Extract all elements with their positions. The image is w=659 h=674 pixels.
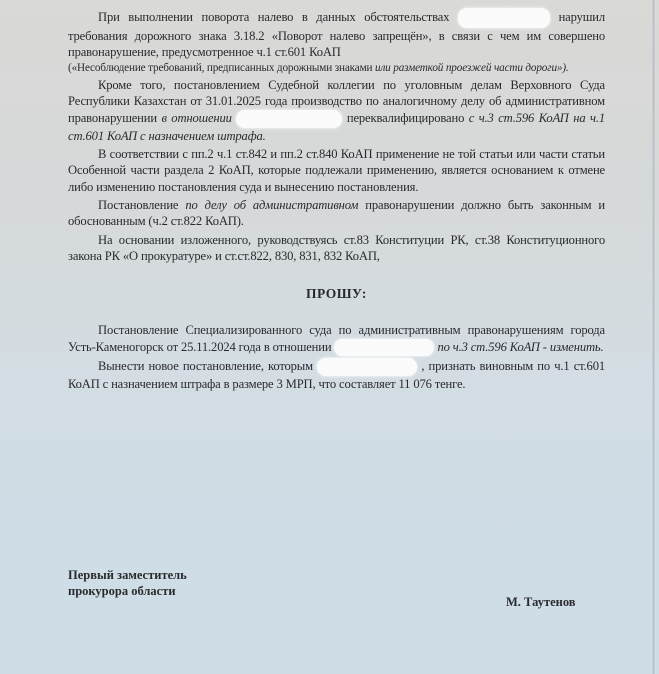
- document-body: [68, 8, 605, 393]
- paragraph-5: На основании изложенного, руководствуясь ст.83 Конституции РК, ст.38 Конституционного закона РК «О прокуратуре» и ст.ст.822, 830, 831, 832 КоАП,: [68, 232, 605, 263]
- paragraph-text: правонарушении должно быть законным и обоснованным (ч.2 ст.822 КоАП).: [68, 197, 606, 229]
- redacted-name: [317, 358, 417, 376]
- request-2: [68, 358, 605, 392]
- request-1: [68, 322, 605, 356]
- request-title: ПРОШУ:: [306, 286, 367, 302]
- paragraph-text-italic: по делу об административном: [185, 197, 359, 212]
- paragraph-text: («Несоблюдение требований, предписанных дорожными знаками: [68, 61, 373, 74]
- page-edge-shadow: [652, 0, 655, 674]
- signatory-name: М. Таутенов: [506, 595, 576, 609]
- paragraph-text-italic: или разметкой проезжей части дороги»).: [375, 61, 569, 74]
- paragraph-3: В соответствии с пп.2 ч.1 ст.842 и пп.2 ст.840 КоАП применение не той статьи или части статьи Особенной части раздела 2 КоАП, которые подлежали применению, является основанием к отмене либо изменению постановления суда и вынесению постановления.: [68, 147, 605, 194]
- paragraph-text: Постановление: [98, 197, 179, 212]
- paragraph-text: При выполнении поворота налево в данных обстоятельствах: [98, 9, 450, 24]
- paragraph-text-italic: по ч.3 ст.596 КоАП - изменить.: [437, 339, 604, 354]
- paragraph-text: нарушил требования дорожного знака 3.18.2 «Поворот налево запрещён», в связи с чем им совершено правонарушение, предусмотренное ч.1 ст.601 КоАП: [68, 9, 606, 60]
- paragraph-text-italic: с ч.3 ст.596 КоАП на ч.1 ст.601 КоАП с назначением штрафа.: [68, 110, 606, 143]
- paragraph-1: [68, 8, 605, 61]
- redacted-name: [458, 8, 550, 28]
- position-line-1: Первый заместитель: [68, 568, 187, 582]
- paragraph-1-quote: [68, 61, 605, 76]
- paragraph-2: [68, 77, 605, 144]
- paragraph-text-italic: в отношении: [161, 110, 232, 125]
- paragraph-text: Кроме того, постановлением Судебной коллегии по уголовным делам Верховного Суда Республики Казахстан от 31.01.2025 года производство по аналогичному делу об административном правонарушении: [68, 78, 605, 125]
- paragraph-4: [68, 197, 605, 230]
- paragraph-text: переквалифицировано: [346, 110, 465, 125]
- redacted-name: [236, 110, 342, 128]
- redacted-name: [334, 339, 434, 356]
- paragraph-text: , признать виновным по ч.1 ст.601 КоАП с назначением штрафа в размере 3 МРП, что составляет 11 076 тенге.: [68, 359, 606, 392]
- position-line-2: прокурора области: [68, 584, 176, 598]
- paragraph-text: Вынести новое постановление, которым: [98, 359, 313, 374]
- signature-position: [68, 567, 187, 599]
- paragraph-text: Постановление Специализированного суда по административным правонарушениям города Усть-Каменогорск от 25.11.2024 года в отношении: [68, 323, 605, 354]
